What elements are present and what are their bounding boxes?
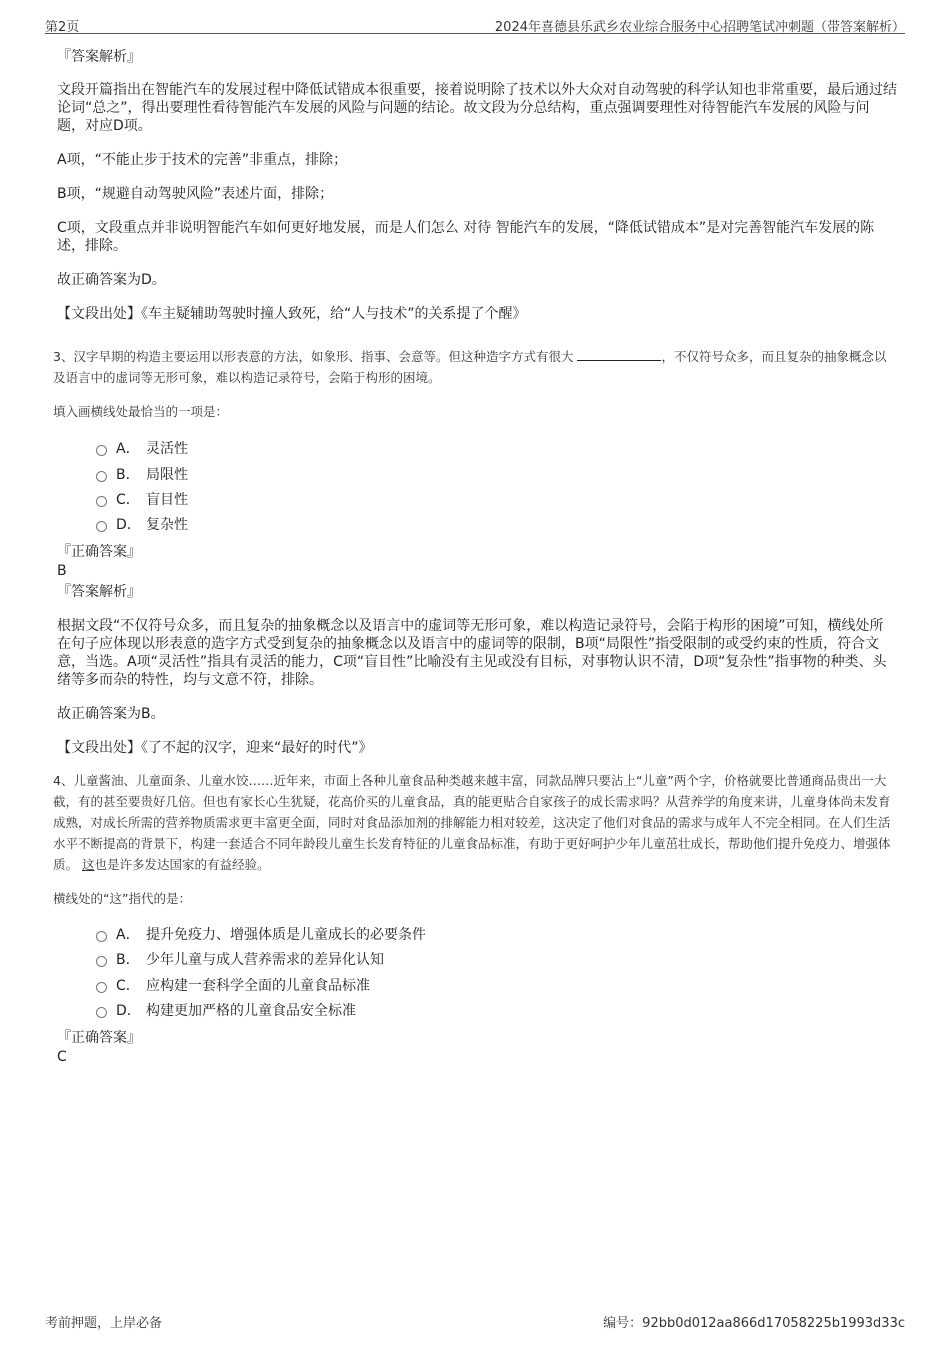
q2-analysis: 文段开篇指出在智能汽车的发展过程中降低试错成本很重要，接着说明除了技术以外大众对自动驾驶的科学认知也非常重要，最后通过结论词“总之”，得出要理性看待智能汽车发展的风险与问题的结论。故文段为分总结构，重点强调要理性对待智能汽车发展的风险与问题，对应D项。 xyxy=(57,82,897,134)
q3-conclusion: 故正确答案为B。 xyxy=(57,706,165,722)
q3-source: 【文段出处】《了不起的汉字，迎来“最好的时代”》 xyxy=(57,740,373,756)
q3-stem xyxy=(53,346,898,388)
q3-stem-part2: ，不仅符号众多，而且复杂的抽象概念以及语言中的虚词等无形可象，难以构造记录符号，会陷于构形的困境。 xyxy=(53,349,887,385)
radio-icon[interactable] xyxy=(96,445,107,456)
radio-icon[interactable] xyxy=(96,471,107,482)
document-title: 2024年喜德县乐武乡农业综合服务中心招聘笔试冲刺题（带答案解析） xyxy=(494,20,905,35)
footer-code-label: 编号： xyxy=(603,1316,643,1331)
radio-icon[interactable] xyxy=(96,956,107,967)
q4-answer-tag: 『正确答案』 xyxy=(57,1030,141,1046)
q2-option-a-note: A项，“不能止步于技术的完善”非重点，排除； xyxy=(57,152,348,168)
radio-icon[interactable] xyxy=(96,982,107,993)
page-header xyxy=(45,16,905,34)
q4-stem xyxy=(53,770,898,875)
footer-slogan: 考前押题，上岸必备 xyxy=(45,1316,163,1331)
q4-stem-text: 4、儿童酱油、儿童面条、儿童水饺……近年来，市面上各种儿童食品种类越来越丰富，同款品牌只要沾上“儿童”两个字，价格就要比普通商品贵出一大截，有的甚至要贵好几倍。但也有家长心生犹疑，花高价买的儿童食品，真的能更贴合自家孩子的成长需求吗？从营养学的角度来讲，儿童身体尚未发育成熟，对成长所需的营养物质需求更丰富更全面，同时对食品添加剂的排解能力相对较差，这决定了他们对食品的需求与成年人不完全相同。在人们生活水平不断提高的背景下，构建一套适合不同年龄段儿童生长发育特征的儿童食品标准，有助于更好呵护少年儿童茁壮成长，帮助他们提升免疫力、增强体质。 xyxy=(53,773,891,872)
q4-stem-end: 也是许多发达国家的有益经验。 xyxy=(94,857,270,872)
q3-option-b[interactable]: B． 局限性 xyxy=(96,464,188,484)
radio-icon[interactable] xyxy=(96,1007,107,1018)
q2-option-b-note: B项，“规避自动驾驶风险”表述片面，排除； xyxy=(57,186,334,202)
q2-option-c-note: C项，文段重点并非说明智能汽车如何更好地发展，而是人们怎么 对待 智能汽车的发展，“降低试错成本”是对完善智能汽车发展的陈述，排除。 xyxy=(57,220,875,254)
q2-conclusion: 故正确答案为D。 xyxy=(57,272,166,288)
q3-analysis-tag: 『答案解析』 xyxy=(57,584,141,600)
q4-prompt: 横线处的“这”指代的是： xyxy=(53,891,191,906)
q4-option-d[interactable]: D． 构建更加严格的儿童食品安全标准 xyxy=(96,1000,356,1020)
q3-prompt: 填入画横线处最恰当的一项是： xyxy=(53,404,229,419)
q3-blank xyxy=(577,348,661,361)
q4-option-b[interactable]: B． 少年儿童与成人营养需求的差异化认知 xyxy=(96,949,384,969)
q3-option-a[interactable]: A． 灵活性 xyxy=(96,438,188,458)
q3-option-d[interactable]: D． 复杂性 xyxy=(96,514,188,534)
q4-option-a[interactable]: A． 提升免疫力、增强体质是儿童成长的必要条件 xyxy=(96,924,426,944)
page-footer xyxy=(45,1312,905,1330)
q2-analysis-tag: 『答案解析』 xyxy=(57,49,141,65)
radio-icon[interactable] xyxy=(96,521,107,532)
page-number: 第2页 xyxy=(45,20,80,35)
q4-answer: C xyxy=(57,1049,67,1065)
radio-icon[interactable] xyxy=(96,931,107,942)
q3-option-c[interactable]: C． 盲目性 xyxy=(96,489,188,509)
q2-source: 【文段出处】《车主疑辅助驾驶时撞人致死，给“人与技术”的关系提了个醒》 xyxy=(57,306,527,322)
q4-underlined: 这 xyxy=(82,857,95,872)
footer-code-value: 92bb0d012aa866d17058225b1993d33c xyxy=(642,1316,905,1331)
q4-option-c[interactable]: C． 应构建一套科学全面的儿童食品标准 xyxy=(96,975,370,995)
q3-answer-tag: 『正确答案』 xyxy=(57,544,141,560)
q3-stem-part1: 3、汉字早期的构造主要运用以形表意的方法，如象形、指事、会意等。但这种造字方式有很大 xyxy=(53,349,574,364)
radio-icon[interactable] xyxy=(96,496,107,507)
footer-code xyxy=(603,1312,905,1331)
q3-analysis: 根据文段“不仅符号众多，而且复杂的抽象概念以及语言中的虚词等无形可象，难以构造记录符号，会陷于构形的困境”可知，横线处所在句子应体现以形表意的造字方式受到复杂的抽象概念以及语言中的虚词等的限制，B项“局限性”指受限制的或受约束的性质，符合文意，当选。A项“灵活性”指具有灵活的能力，C项“盲目性”比喻没有主见或没有目标，对事物认识不清，D项“复杂性”指事物的种类、头绪等多而杂的特性，均与文意不符，排除。 xyxy=(57,618,887,688)
q3-answer: B xyxy=(57,563,67,579)
